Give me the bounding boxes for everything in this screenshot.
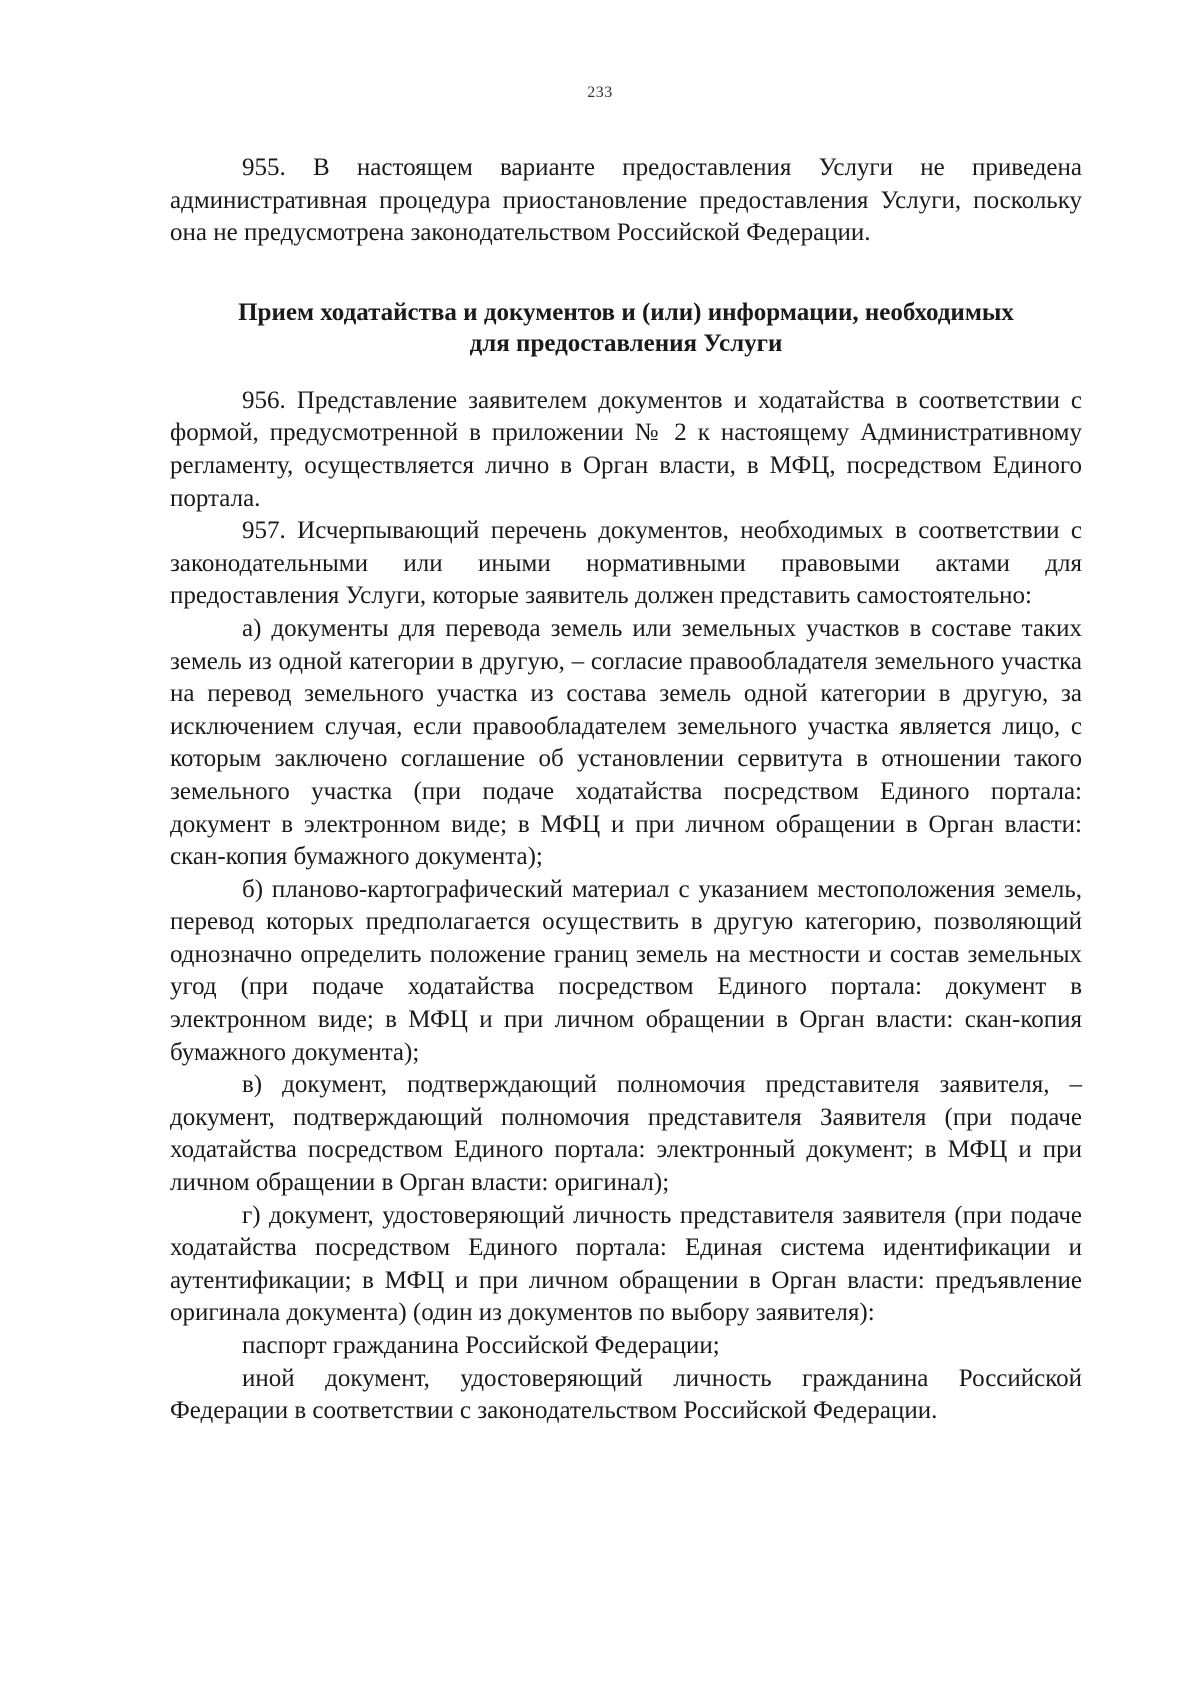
sub-item-passport: паспорт гражданина Российской Федерации; <box>242 1332 720 1359</box>
spacer <box>170 359 1082 385</box>
paragraph-957: 957. Исчерпывающий перечень документов, необходимых в соответствии с законодательными или иными нормативными правовыми актами для предоставления Услуги, которые заявитель должен представить самостоятельно: <box>170 517 1082 610</box>
paragraph-955: 955. В настоящем варианте предоставления Услуги не приведена административная процедура приостановление предоставления Услуги, поскольку она не предусмотрена законодательством Российской Федерации. <box>170 154 1082 247</box>
spacer <box>170 250 1082 297</box>
paragraph-956: 956. Представление заявителем документов и ходатайства в соответствии с формой, предусмотренной в приложении № 2 к настоящему Административному регламенту, осуществляется лично в Орган власти, в МФЦ, посредством Единого портала. <box>170 386 1082 512</box>
document-body <box>170 152 1082 1428</box>
page-number: 233 <box>587 84 613 101</box>
list-item-b: б) планово-картографический материал с указанием местоположения земель, перевод которых предполагается осуществить в другую категорию, позволяющий однозначно определить положение границ земель на местности и состав земельных угод (при подаче ходатайства посредством Единого портала: документ в электронном виде; в МФЦ и при личном обращении в Орган власти: скан-копия бумажного документа); <box>170 875 1082 1066</box>
section-heading <box>170 297 1082 359</box>
section-heading-line-1: Прием ходатайства и документов и (или) информации, необходимых <box>238 298 1014 326</box>
sub-item-other-document: иной документ, удостоверяющий личность гражданина Российской Федерации в соответствии с законодательством Российской Федерации. <box>170 1364 1082 1425</box>
list-item-g: г) документ, удостоверяющий личность представителя заявителя (при подаче ходатайства посредством Единого портала: Единая система идентификации и аутентификации; в МФЦ и при личном обращении в Орган власти: предъявление оригинала документа) (один из документов по выбору заявителя): <box>170 1201 1082 1327</box>
section-heading-line-2: для предоставления Услуги <box>469 329 783 357</box>
list-item-v: в) документ, подтверждающий полномочия представителя заявителя, – документ, подтверждающий полномочия представителя Заявителя (при подаче ходатайства посредством Единого портала: электронный документ; в МФЦ и при личном обращении в Орган власти: оригинал); <box>170 1071 1082 1197</box>
list-item-a: а) документы для перевода земель или земельных участков в составе таких земель из одной категории в другую, – согласие правообладателя земельного участка на перевод земельного участка из состава земель одной категории в другую, за исключением случая, если правообладателем земельного участка является лицо, с которым заключено соглашение об установлении сервитута в отношении такого земельного участка (при подаче ходатайства посредством Единого портала: документ в электронном виде; в МФЦ и при личном обращении в Орган власти: скан-копия бумажного документа); <box>170 614 1082 871</box>
